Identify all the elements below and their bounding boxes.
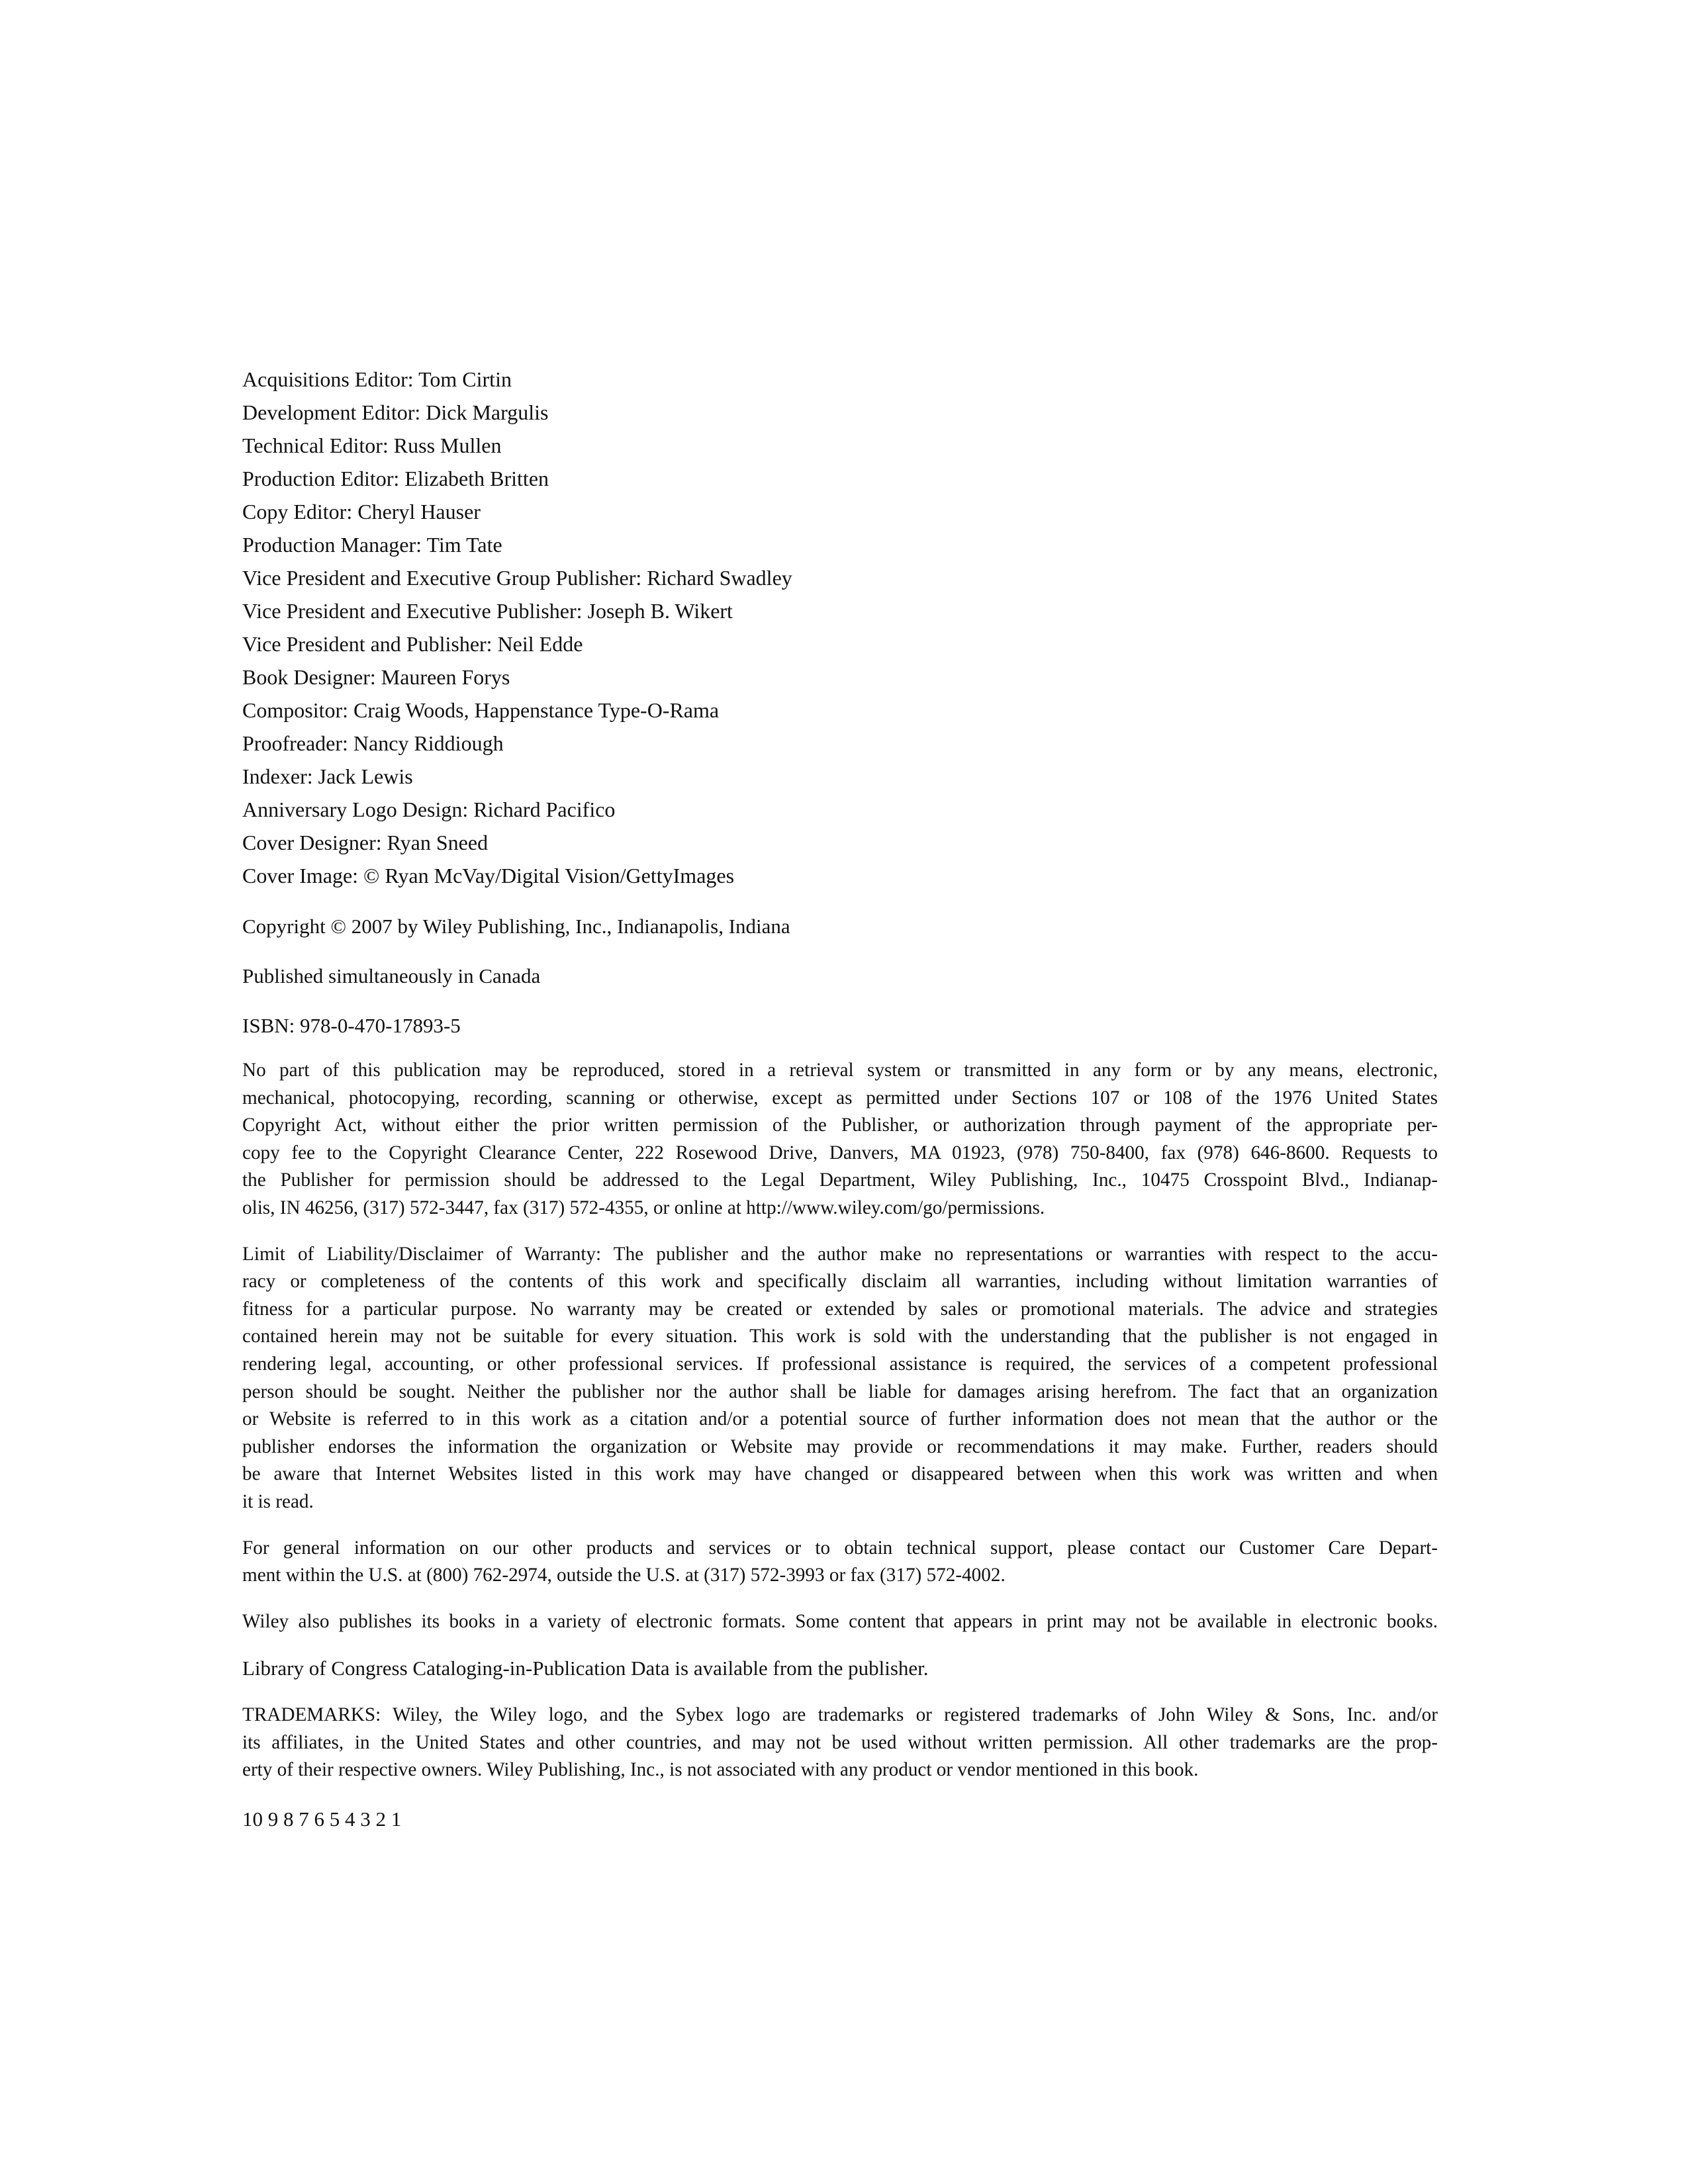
liability-line: racy or completeness of the contents of this work and specifically disclaim all warranties, including without limitation warranties of <box>242 1271 1438 1293</box>
liability-line: it is read. <box>242 1490 314 1512</box>
liability-line: be aware that Internet Websites listed in this work may have changed or disappeared between when this work was written and when <box>242 1463 1438 1485</box>
customer-care-paragraph <box>242 1535 1438 1590</box>
legal-notice-line: No part of this publication may be reproduced, stored in a retrieval system or transmitted in any form or by any means, electronic, <box>242 1060 1438 1081</box>
legal-notice-line: the Publisher for permission should be addressed to the Legal Department, Wiley Publishing, Inc., 10475 Crosspoint Blvd., Indianap- <box>242 1169 1438 1191</box>
credit-cover-image: Cover Image: © Ryan McVay/Digital Vision/GettyImages <box>242 864 735 887</box>
liability-line: rendering legal, accounting, or other professional services. If professional assistance is required, the services of a competent professional <box>242 1353 1438 1375</box>
trademarks-line: erty of their respective owners. Wiley Publishing, Inc., is not associated with any product or vendor mentioned in this book. <box>242 1759 1199 1781</box>
copyright-notice: Copyright © 2007 by Wiley Publishing, Inc., Indianapolis, Indiana <box>242 915 790 938</box>
copyright-page <box>242 363 1438 1836</box>
trademarks-line: TRADEMARKS: Wiley, the Wiley logo, and the Sybex logo are trademarks or registered trademarks of John Wiley & Sons, Inc. and/or <box>242 1704 1438 1726</box>
isbn: ISBN: 978-0-470-17893-5 <box>242 1014 461 1037</box>
credit-indexer: Indexer: Jack Lewis <box>242 764 413 788</box>
published-simultaneously: Published simultaneously in Canada <box>242 964 541 987</box>
credit-copy-editor: Copy Editor: Cheryl Hauser <box>242 500 481 523</box>
liability-line: person should be sought. Neither the publisher nor the author shall be liable for damages arising herefrom. The fact that an organization <box>242 1381 1438 1402</box>
legal-notice-paragraph <box>242 1057 1438 1222</box>
customer-care-line: For general information on our other products and services or to obtain technical support, please contact our Customer Care Depart- <box>242 1537 1438 1559</box>
electronic-formats-line: Wiley also publishes its books in a variety of electronic formats. Some content that appears in print may not be available in electronic books. <box>242 1610 1438 1632</box>
credit-production-editor: Production Editor: Elizabeth Britten <box>242 467 549 490</box>
credit-vp-publisher: Vice President and Publisher: Neil Edde <box>242 632 583 656</box>
legal-notice-line: olis, IN 46256, (317) 572-3447, fax (317) 572-4355, or online at http://www.wiley.com/go/permissions. <box>242 1197 1045 1218</box>
legal-notice-line: copy fee to the Copyright Clearance Center, 222 Rosewood Drive, Danvers, MA 01923, (978) 750-8400, fax (978) 646-8600. Requests to <box>242 1142 1438 1163</box>
legal-notice-line: Copyright Act, without either the prior written permission of the Publisher, or authorization through payment of the appropriate per- <box>242 1115 1438 1136</box>
credit-technical-editor: Technical Editor: Russ Mullen <box>242 433 502 457</box>
trademarks-paragraph <box>242 1702 1438 1784</box>
credit-compositor: Compositor: Craig Woods, Happenstance Type-O-Rama <box>242 698 720 722</box>
credit-development-editor: Development Editor: Dick Margulis <box>242 400 549 424</box>
liability-line: or Website is referred to in this work as a citation and/or a potential source of further information does not mean that the author or the <box>242 1408 1438 1430</box>
credit-production-manager: Production Manager: Tim Tate <box>242 533 502 557</box>
credit-acquisitions-editor: Acquisitions Editor: Tom Cirtin <box>242 367 512 391</box>
library-of-congress-notice: Library of Congress Cataloging-in-Publication Data is available from the publisher. <box>242 1657 929 1680</box>
printing-line: 10 9 8 7 6 5 4 3 2 1 <box>242 1807 402 1831</box>
credit-book-designer: Book Designer: Maureen Forys <box>242 665 510 689</box>
trademarks-line: its affiliates, in the United States and other countries, and may not be used without written permission. All other trademarks are the prop- <box>242 1731 1438 1753</box>
liability-line: contained herein may not be suitable for every situation. This work is sold with the understanding that the publisher is not engaged in <box>242 1326 1438 1347</box>
liability-disclaimer-paragraph <box>242 1241 1438 1516</box>
credit-vp-group-publisher: Vice President and Executive Group Publisher: Richard Swadley <box>242 566 792 590</box>
electronic-formats-paragraph <box>242 1608 1438 1636</box>
credits-list <box>242 363 1438 892</box>
credit-cover-designer: Cover Designer: Ryan Sneed <box>242 831 489 854</box>
liability-line: fitness for a particular purpose. No warranty may be created or extended by sales or promotional materials. The advice and strategies <box>242 1298 1438 1320</box>
credit-logo-design: Anniversary Logo Design: Richard Pacifico <box>242 797 616 821</box>
customer-care-line: ment within the U.S. at (800) 762-2974, outside the U.S. at (317) 572-3993 or fax (317) 572-4002. <box>242 1565 1006 1586</box>
credit-vp-executive-publisher: Vice President and Executive Publisher: Joseph B. Wikert <box>242 599 733 623</box>
liability-line: publisher endorses the information the organization or Website may provide or recommendations it may make. Further, readers should <box>242 1435 1438 1457</box>
credit-proofreader: Proofreader: Nancy Riddiough <box>242 731 504 755</box>
liability-line: Limit of Liability/Disclaimer of Warranty: The publisher and the author make no representations or warranties with respect to the accu- <box>242 1243 1438 1265</box>
legal-notice-line: mechanical, photocopying, recording, scanning or otherwise, except as permitted under Sections 107 or 108 of the 1976 United States <box>242 1087 1438 1109</box>
